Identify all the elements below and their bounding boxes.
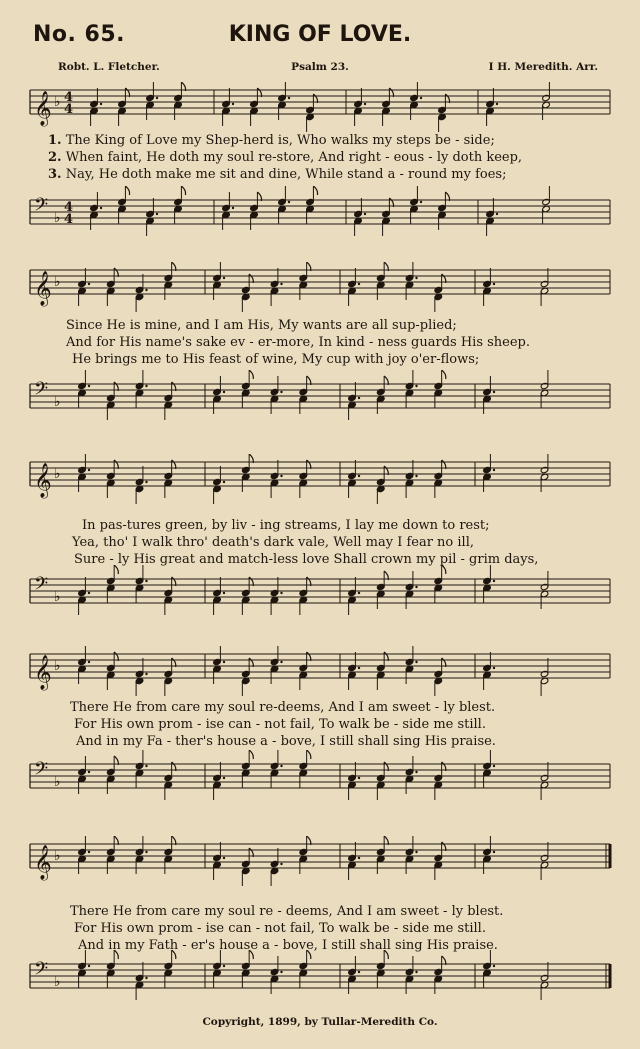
lyric-line: And in my Fa - ther's house a - bove, I still shall sing His praise. <box>76 734 496 749</box>
note-flag <box>172 950 176 959</box>
arranger-credit: I H. Meredith. Arr. <box>488 61 598 73</box>
note-dot <box>288 201 290 203</box>
bass-staff-3 <box>0 565 640 635</box>
note-dot <box>358 857 360 859</box>
note-flag <box>307 750 311 759</box>
note-dot <box>223 277 225 279</box>
note-dot <box>364 103 366 105</box>
note-dot <box>358 971 360 973</box>
note-dot <box>145 851 147 853</box>
note-flag <box>307 950 311 959</box>
note-flag <box>249 950 253 959</box>
lyric-line: For His own prom - ise can - not fail, To walk be - side me still. <box>74 921 486 936</box>
note-dot <box>415 385 417 387</box>
note-dot <box>415 771 417 773</box>
lyric-line: There He from care my soul re-deems, And I am sweet - ly blest. <box>70 700 496 715</box>
treble-clef-icon: 𝄞 <box>34 655 52 690</box>
lyric-line: Since He is mine, and I am His, My wants are all sup-plied; <box>66 318 457 333</box>
treble-clef-icon: 𝄞 <box>34 845 52 880</box>
note-dot <box>145 385 147 387</box>
note-dot <box>358 475 360 477</box>
lyric-line: There He from care my soul re - deems, And I am sweet - ly blest. <box>70 904 504 919</box>
note-dot <box>223 777 225 779</box>
scripture-reference: Psalm 23. <box>291 61 349 73</box>
bass-clef-icon: 𝄢 <box>34 959 49 984</box>
treble-clef-icon: 𝄞 <box>34 463 52 498</box>
note-dot <box>493 283 495 285</box>
flat-icon: ♭ <box>54 848 61 864</box>
bass-staff-1 <box>0 186 640 256</box>
time-signature-top: 4 <box>64 90 74 105</box>
note-dot <box>88 469 90 471</box>
note-flag <box>114 950 118 959</box>
time-signature-bottom: 4 <box>64 102 74 117</box>
flat-icon: ♭ <box>54 974 61 990</box>
bass-staff-4 <box>0 750 640 820</box>
note-dot <box>358 397 360 399</box>
note-flag <box>181 186 185 195</box>
note-flag <box>249 750 253 759</box>
treble-clef-icon: 𝄞 <box>34 271 52 306</box>
note-dot <box>493 469 495 471</box>
bass-staff-2 <box>0 370 640 440</box>
note-dot <box>100 103 102 105</box>
note-dot <box>415 661 417 663</box>
lyric-line: 2. When faint, He doth my soul re-store, And right - eous - ly doth keep, <box>48 150 523 165</box>
note-dot <box>88 851 90 853</box>
note-dot <box>88 965 90 967</box>
note-dot <box>280 971 282 973</box>
note-dot <box>145 481 147 483</box>
author-credit: Robt. L. Fletcher. <box>58 61 160 73</box>
bass-staff-5 <box>0 950 640 1012</box>
note-dot <box>420 97 422 99</box>
time-signature-top: 4 <box>64 200 74 215</box>
note-dot <box>496 213 498 215</box>
note-flag <box>442 370 446 379</box>
note-dot <box>145 289 147 291</box>
note-dot <box>223 661 225 663</box>
treble-staff-4 <box>0 646 640 702</box>
note-dot <box>88 385 90 387</box>
note-dot <box>100 207 102 209</box>
treble-staff-1 <box>0 82 640 138</box>
flat-icon: ♭ <box>54 94 61 110</box>
note-dot <box>358 667 360 669</box>
treble-staff-3 <box>0 454 640 510</box>
note-dot <box>88 283 90 285</box>
note-dot <box>288 97 290 99</box>
note-dot <box>145 765 147 767</box>
lyric-line: Yea, tho' I walk thro' death's dark vale, Well may I fear no ill, <box>72 535 474 550</box>
note-flag <box>442 565 446 574</box>
note-flag <box>125 186 129 195</box>
hymn-title: KING OF LOVE. <box>228 22 412 47</box>
note-dot <box>280 283 282 285</box>
note-dot <box>415 851 417 853</box>
lyric-line: 1. The King of Love my Shep-herd is, Who walks my steps be - side; <box>48 133 495 148</box>
note-dot <box>223 481 225 483</box>
note-dot <box>493 851 495 853</box>
flat-icon: ♭ <box>54 658 61 674</box>
note-dot <box>280 863 282 865</box>
flat-icon: ♭ <box>54 274 61 290</box>
note-dot <box>493 765 495 767</box>
flat-icon: ♭ <box>54 774 61 790</box>
note-dot <box>223 965 225 967</box>
lyric-line: He brings me to His feast of wine, My cup with joy o'er-flows; <box>72 352 480 367</box>
note-dot <box>493 580 495 582</box>
note-dot <box>415 971 417 973</box>
note-dot <box>415 475 417 477</box>
treble-staff-5 <box>0 836 640 898</box>
note-dot <box>232 103 234 105</box>
note-dot <box>232 207 234 209</box>
note-dot <box>280 661 282 663</box>
note-dot <box>280 765 282 767</box>
treble-staff-2 <box>0 262 640 318</box>
note-dot <box>88 771 90 773</box>
lyric-line: And in my Fath - er's house a - bove, I still shall sing His praise. <box>78 938 498 953</box>
note-dot <box>223 592 225 594</box>
note-dot <box>415 586 417 588</box>
note-dot <box>88 592 90 594</box>
treble-clef-icon: 𝄞 <box>34 91 52 126</box>
hymn-number: No. 65. <box>33 22 126 47</box>
note-dot <box>358 777 360 779</box>
note-dot <box>493 391 495 393</box>
note-dot <box>145 977 147 979</box>
bass-clef-icon: 𝄢 <box>34 379 49 404</box>
note-dot <box>496 103 498 105</box>
note-flag <box>249 370 253 379</box>
note-dot <box>156 97 158 99</box>
lyric-line: And for His name's sake ev - er-more, In kind - ness guards His sheep. <box>66 335 531 350</box>
note-dot <box>358 592 360 594</box>
bass-clef-icon: 𝄢 <box>34 195 49 220</box>
flat-icon: ♭ <box>54 466 61 482</box>
lyric-line: 3. Nay, He doth make me sit and dine, While stand a - round my foes; <box>48 167 507 182</box>
flat-icon: ♭ <box>54 589 61 605</box>
note-dot <box>358 283 360 285</box>
time-signature-bottom: 4 <box>64 212 74 227</box>
note-dot <box>145 673 147 675</box>
note-dot <box>145 580 147 582</box>
lyric-line: For His own prom - ise can - not fail, To walk be - side me still. <box>74 717 486 732</box>
note-dot <box>420 201 422 203</box>
note-dot <box>223 857 225 859</box>
bass-clef-icon: 𝄢 <box>34 574 49 599</box>
note-flag <box>114 565 118 574</box>
note-dot <box>156 213 158 215</box>
note-dot <box>493 965 495 967</box>
bass-clef-icon: 𝄢 <box>34 759 49 784</box>
note-dot <box>280 475 282 477</box>
flat-icon: ♭ <box>54 394 61 410</box>
lyric-line: Sure - ly His great and match-less love Shall crown my pil - grim days, <box>74 552 539 567</box>
note-dot <box>364 213 366 215</box>
lyric-line: In pas-tures green, by liv - ing streams, I lay me down to rest; <box>82 518 490 533</box>
note-dot <box>415 277 417 279</box>
note-dot <box>493 667 495 669</box>
note-dot <box>223 391 225 393</box>
note-dot <box>88 661 90 663</box>
note-dot <box>280 592 282 594</box>
flat-icon: ♭ <box>54 210 61 226</box>
note-flag <box>384 950 388 959</box>
note-dot <box>280 391 282 393</box>
copyright-notice: Copyright, 1899, by Tullar-Meredith Co. <box>202 1016 438 1028</box>
note-flag <box>313 186 317 195</box>
